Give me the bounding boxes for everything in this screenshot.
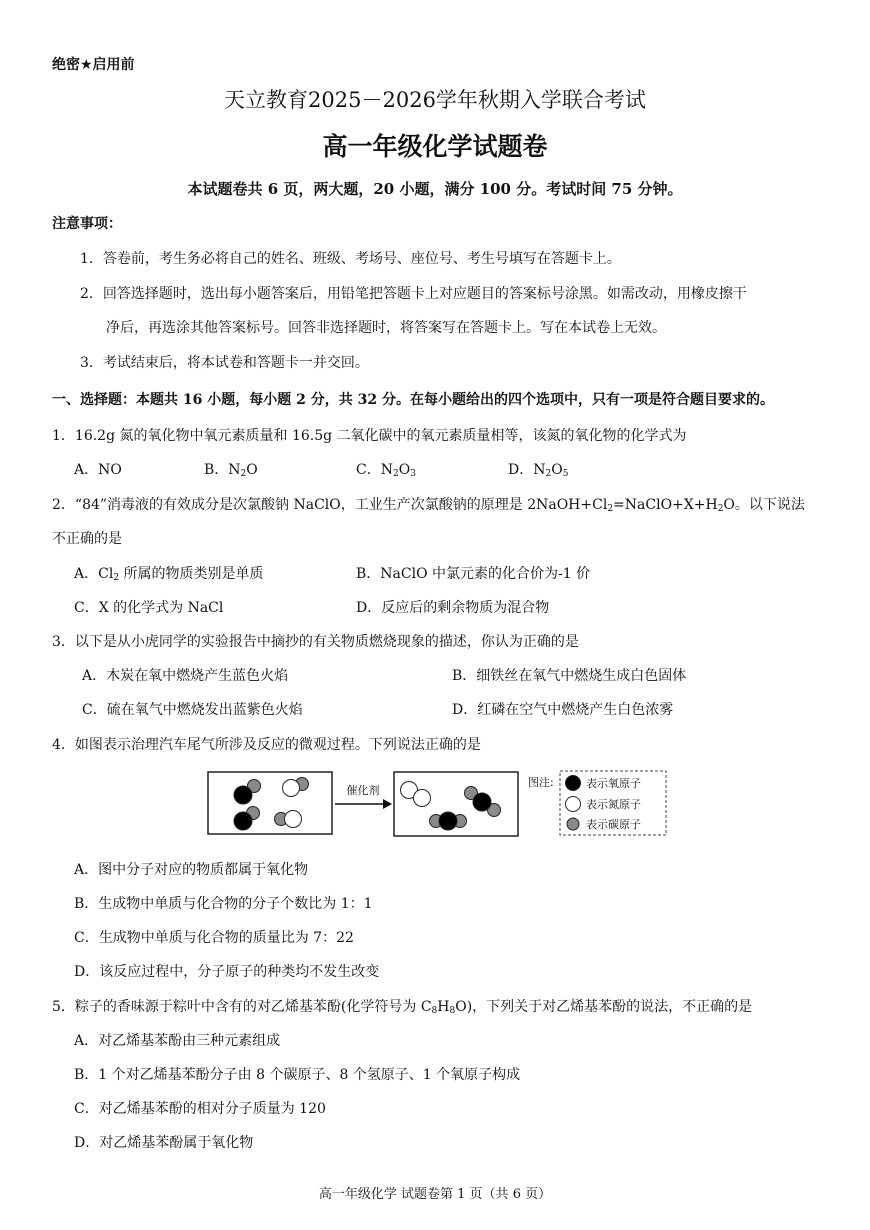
exam-title: 天立教育2025－2026学年秋期入学联合考试 bbox=[224, 88, 646, 112]
q1-stem: 1．16.2g 氮的氧化物中氧元素质量和 16.5g 二氧化碳中的氧元素质量相等，该氮的氧化物的化学式为 bbox=[52, 428, 687, 444]
q5-option-b: B．1 个对乙烯基苯酚分子由 8 个碳原子、8 个氢原子、1 个氧原子构成 bbox=[74, 1067, 521, 1083]
legend-title: 图注: bbox=[528, 776, 554, 789]
secret-label: 绝密★启用前 bbox=[52, 57, 135, 73]
q3-option-b: B．细铁丝在氧气中燃烧生成白色固体 bbox=[452, 668, 687, 684]
legend-carbon: 表示碳原子 bbox=[586, 818, 641, 831]
page-footer: 高一年级化学 试题卷第 1 页（共 6 页） bbox=[318, 1187, 552, 1202]
q4-option-c: C．生成物中单质与化合物的质量比为 7：22 bbox=[74, 930, 354, 946]
q2-option-c: C．X 的化学式为 NaCl bbox=[74, 600, 224, 616]
exam-subtitle: 高一年级化学试题卷 bbox=[322, 132, 548, 161]
notice-item-1: 1．答卷前，考生务必将自己的姓名、班级、考场号、座位号、考生号填写在答题卡上。 bbox=[80, 251, 621, 267]
q1-option-c: C．$N_2O_3$ bbox=[356, 462, 416, 479]
q3-stem: 3．以下是从小虎同学的实验报告中摘抄的有关物质燃烧现象的描述，你认为正确的是 bbox=[52, 634, 579, 650]
notice-item-3: 3．考试结束后，将本试卷和答题卡一并交回。 bbox=[80, 355, 369, 371]
co2-molecule bbox=[430, 812, 467, 830]
nitrogen-atom-icon bbox=[566, 797, 581, 812]
q5-option-d: D．对乙烯基苯酚属于氧化物 bbox=[74, 1135, 254, 1151]
q2-stem: 2．“84”消毒液的有效成分是次氯酸钠 NaClO，工业生产次氯酸钠的原理是 $2NaOH+Cl_2=NaClO+X+H_2O$。以下说法 bbox=[52, 497, 805, 514]
carbon-atom-icon bbox=[567, 818, 579, 830]
q5-option-c: C．对乙烯基苯酚的相对分子质量为 120 bbox=[74, 1101, 326, 1117]
arrow-head-icon bbox=[383, 799, 392, 809]
q1-option-a: A．NO bbox=[74, 462, 122, 478]
q3-option-c: C．硫在氧气中燃烧发出蓝紫色火焰 bbox=[82, 702, 303, 718]
no-molecule bbox=[275, 811, 302, 828]
q2-option-d: D．反应后的剩余物质为混合物 bbox=[356, 600, 550, 616]
q5-option-a: A．对乙烯基苯酚由三种元素组成 bbox=[74, 1033, 281, 1049]
legend-oxygen: 表示氧原子 bbox=[586, 777, 641, 790]
exam-intro: 本试题卷共 6 页，两大题，20 小题，满分 100 分。考试时间 75 分钟。 bbox=[187, 180, 683, 198]
catalyst-label: 催化剂 bbox=[346, 784, 380, 797]
q4-option-b: B．生成物中单质与化合物的分子个数比为 1：1 bbox=[74, 896, 373, 912]
reactant-box bbox=[208, 772, 332, 834]
q4-option-a: A．图中分子对应的物质都属于氧化物 bbox=[74, 862, 309, 878]
q1-option-d: D．$N_2O_5$ bbox=[508, 462, 569, 479]
reaction-diagram bbox=[205, 768, 675, 840]
q4-stem: 4．如图表示治理汽车尾气所涉及反应的微观过程。下列说法正确的是 bbox=[52, 737, 481, 753]
legend-nitrogen: 表示氮原子 bbox=[586, 798, 641, 811]
q2-stem-cont: 不正确的是 bbox=[52, 531, 122, 547]
notice-item-2-cont: 净后，再选涂其他答案标号。回答非选择题时，将答案写在答题卡上。写在本试卷上无效。 bbox=[106, 320, 666, 336]
q3-option-d: D．红磷在空气中燃烧产生白色浓雾 bbox=[452, 702, 674, 718]
q4-option-d: D．该反应过程中，分子原子的种类均不发生改变 bbox=[74, 964, 380, 980]
q5-stem: 5．粽子的香味源于粽叶中含有的对乙烯基苯酚(化学符号为 $C_8H_8O$)，下列关于对乙烯基苯酚的说法，不正确的是 bbox=[52, 999, 753, 1016]
q3-option-a: A．木炭在氧中燃烧产生蓝色火焰 bbox=[82, 668, 289, 684]
q1-option-b: B．$N_2O$ bbox=[204, 462, 258, 479]
q2-option-a: A．$Cl_2$ 所属的物质类别是单质 bbox=[74, 566, 264, 583]
q2-option-b: B．NaClO 中氯元素的化合价为-1 价 bbox=[356, 566, 591, 582]
notice-item-2: 2．回答选择题时，选出每小题答案后，用铅笔把答题卡上对应题目的答案标号涂黑。如需改动，用橡皮擦干 bbox=[80, 286, 747, 302]
notice-heading: 注意事项： bbox=[52, 216, 122, 232]
section-heading: 一、选择题：本题共 16 小题，每小题 2 分，共 32 分。在每小题给出的四个选项中，只有一项是符合题目要求的。 bbox=[52, 392, 774, 408]
oxygen-atom-icon bbox=[566, 776, 581, 791]
